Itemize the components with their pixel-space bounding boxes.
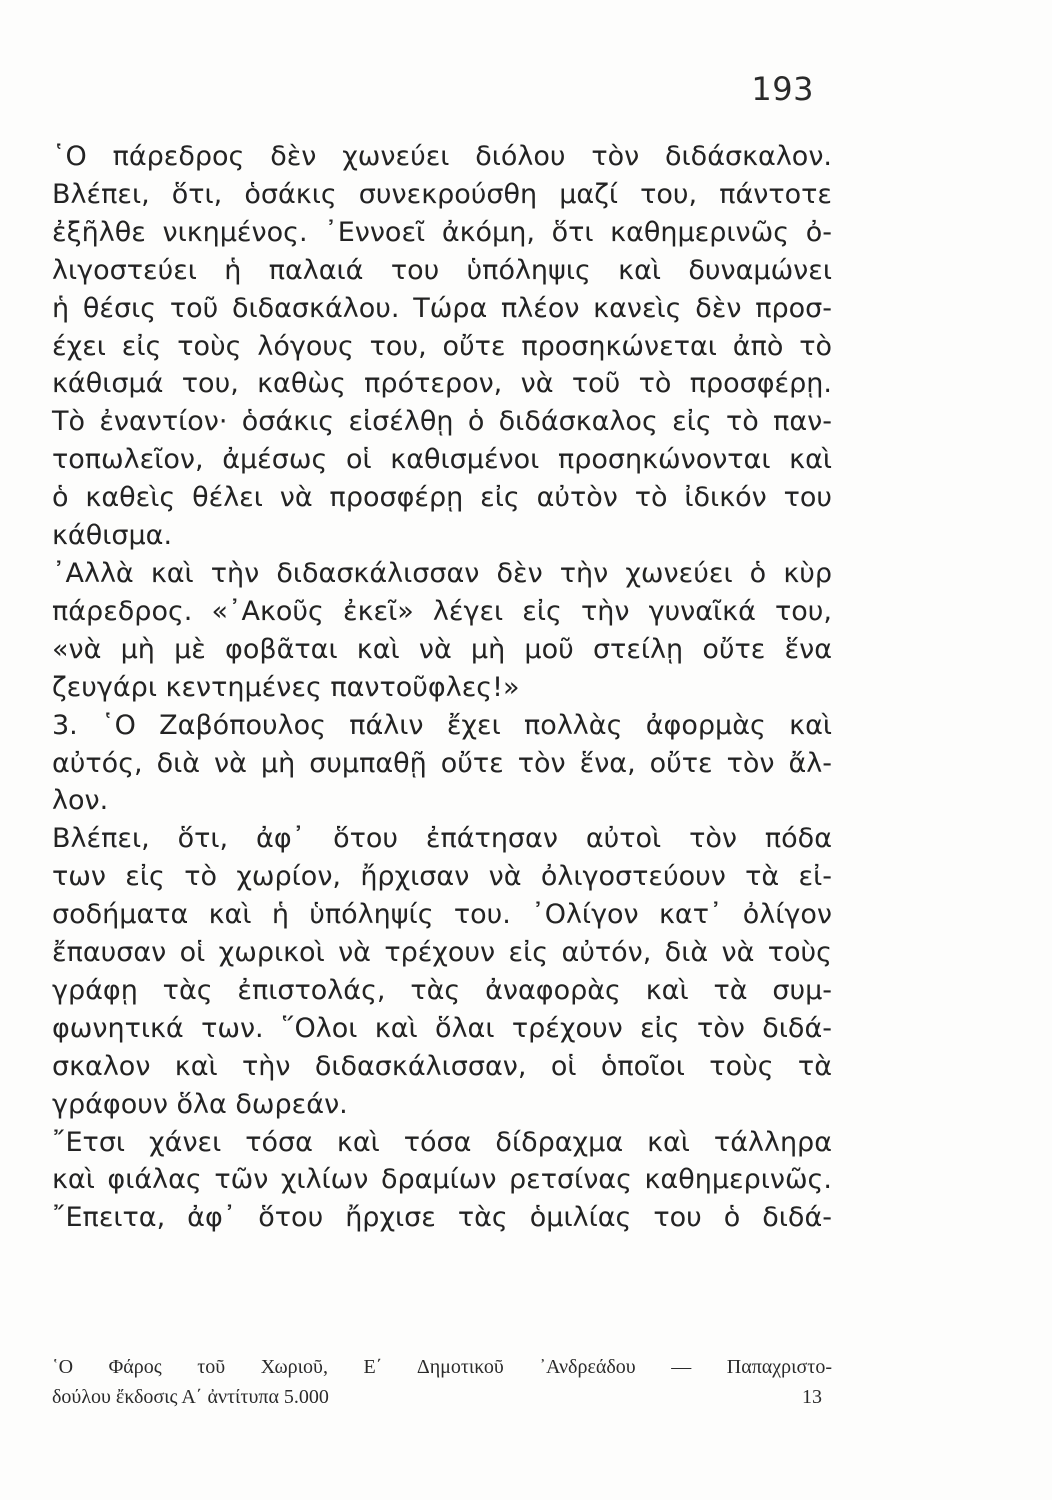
text-line: Τὸ ἐναντίον· ὁσάκις εἰσέλθῃ ὁ διδάσκαλος εἰς τὸ παν-	[52, 406, 832, 438]
text-line: σοδήματα καὶ ἡ ὑπόληψίς του. ᾿Ολίγον κατ᾿ ὀλίγον	[52, 899, 832, 931]
text-line: γράφῃ τὰς ἐπιστολάς, τὰς ἀναφορὰς καὶ τὰ συμ-	[52, 974, 832, 1006]
page-number: 193	[751, 70, 814, 108]
text-line: σκαλον καὶ τὴν διδασκάλισσαν, οἱ ὁποῖοι τοὺς τὰ	[52, 1050, 832, 1082]
text-line: ἡ θέσις τοῦ διδασκάλου. Τώρα πλέον κανεὶς δὲν προσ-	[52, 292, 832, 324]
text-line: ῎Ετσι χάνει τόσα καὶ τόσα δίδραχμα καὶ τάλληρα	[52, 1126, 832, 1158]
text-line: ὁ καθεὶς θέλει νὰ προσφέρῃ εἰς αὐτὸν τὸ ἰδικόν του	[52, 482, 832, 514]
text-line: γράφουν ὅλα δωρεάν.	[52, 1088, 348, 1120]
page-footer	[52, 1352, 832, 1412]
text-line: των εἰς τὸ χωρίον, ἤρχισαν νὰ ὀλιγοστεύουν τὰ εἰ-	[52, 861, 832, 893]
text-line: ᾿Αλλὰ καὶ τὴν διδασκάλισσαν δὲν τὴν χωνεύει ὁ κὺρ	[52, 557, 832, 589]
text-line: κάθισμα.	[52, 520, 173, 552]
text-line: «νὰ μὴ μὲ φοβᾶται καὶ νὰ μὴ μοῦ στείλῃ οὔτε ἕνα	[52, 633, 832, 665]
footer-row	[52, 1382, 832, 1412]
text-line: Βλέπει, ὅτι, ὁσάκις συνεκρούσθη μαζί του, πάντοτε	[52, 178, 832, 210]
body-text	[52, 138, 832, 1237]
text-line: Βλέπει, ὅτι, ἀφ᾿ ὅτου ἐπάτησαν αὐτοὶ τὸν πόδα	[52, 823, 832, 855]
text-line: κάθισμά του, καθὼς πρότερον, νὰ τοῦ τὸ προσφέρῃ.	[52, 368, 832, 400]
text-line: ζευγάρι κεντημένες παντοῦφλες!»	[52, 671, 520, 703]
text-line: ῾Ο πάρεδρος δὲν χωνεύει διόλου τὸν διδάσκαλον.	[52, 141, 832, 172]
text-line: ἔπαυσαν οἱ χωρικοὶ νὰ τρέχουν εἰς αὐτόν, διὰ νὰ τοὺς	[52, 937, 832, 969]
text-line: 3. ῾Ο Ζαβόπουλος πάλιν ἔχει πολλὰς ἀφορμὰς καὶ	[52, 709, 832, 741]
text-line: λιγοστεύει ἡ παλαιά του ὑπόληψις καὶ δυναμώνει	[52, 254, 832, 286]
text-line: λον.	[52, 785, 109, 817]
text-line: πάρεδρος. «᾿Ακοῦς ἐκεῖ» λέγει εἰς τὴν γυναῖκά του,	[52, 595, 832, 627]
text-line: ἐξῆλθε νικημένος. ᾿Εννοεῖ ἀκόμη, ὅτι καθημερινῶς ὀ-	[52, 216, 832, 248]
text-line: τοπωλεῖον, ἀμέσως οἱ καθισμένοι προσηκώνονται καὶ	[52, 444, 832, 476]
text-line: καὶ φιάλας τῶν χιλίων δραμίων ρετσίνας καθημερινῶς.	[52, 1164, 832, 1196]
text-line: φωνητικά των. ῞Ολοι καὶ ὅλαι τρέχουν εἰς τὸν διδά-	[52, 1012, 832, 1044]
signature-number: 13	[802, 1386, 822, 1408]
text-line: έχει εἰς τοὺς λόγους του, οὔτε προσηκώνεται ἀπὸ τὸ	[52, 330, 832, 362]
footer-imprint-line: δούλου ἔκδοσις Α΄ ἀντίτυπα 5.000	[52, 1386, 329, 1408]
footer-imprint-line: ῾Ο Φάρος τοῦ Χωριοῦ, Ε΄ Δημοτικοῦ ᾿Ανδρεάδου — Παπαχριστο-	[52, 1356, 832, 1378]
text-line: ῎Επειτα, ἀφ᾿ ὅτου ἤρχισε τὰς ὁμιλίας του ὁ διδά-	[52, 1202, 832, 1234]
text-line: αὐτός, διὰ νὰ μὴ συμπαθῇ οὔτε τὸν ἕνα, οὔτε τὸν ἄλ-	[52, 747, 832, 779]
